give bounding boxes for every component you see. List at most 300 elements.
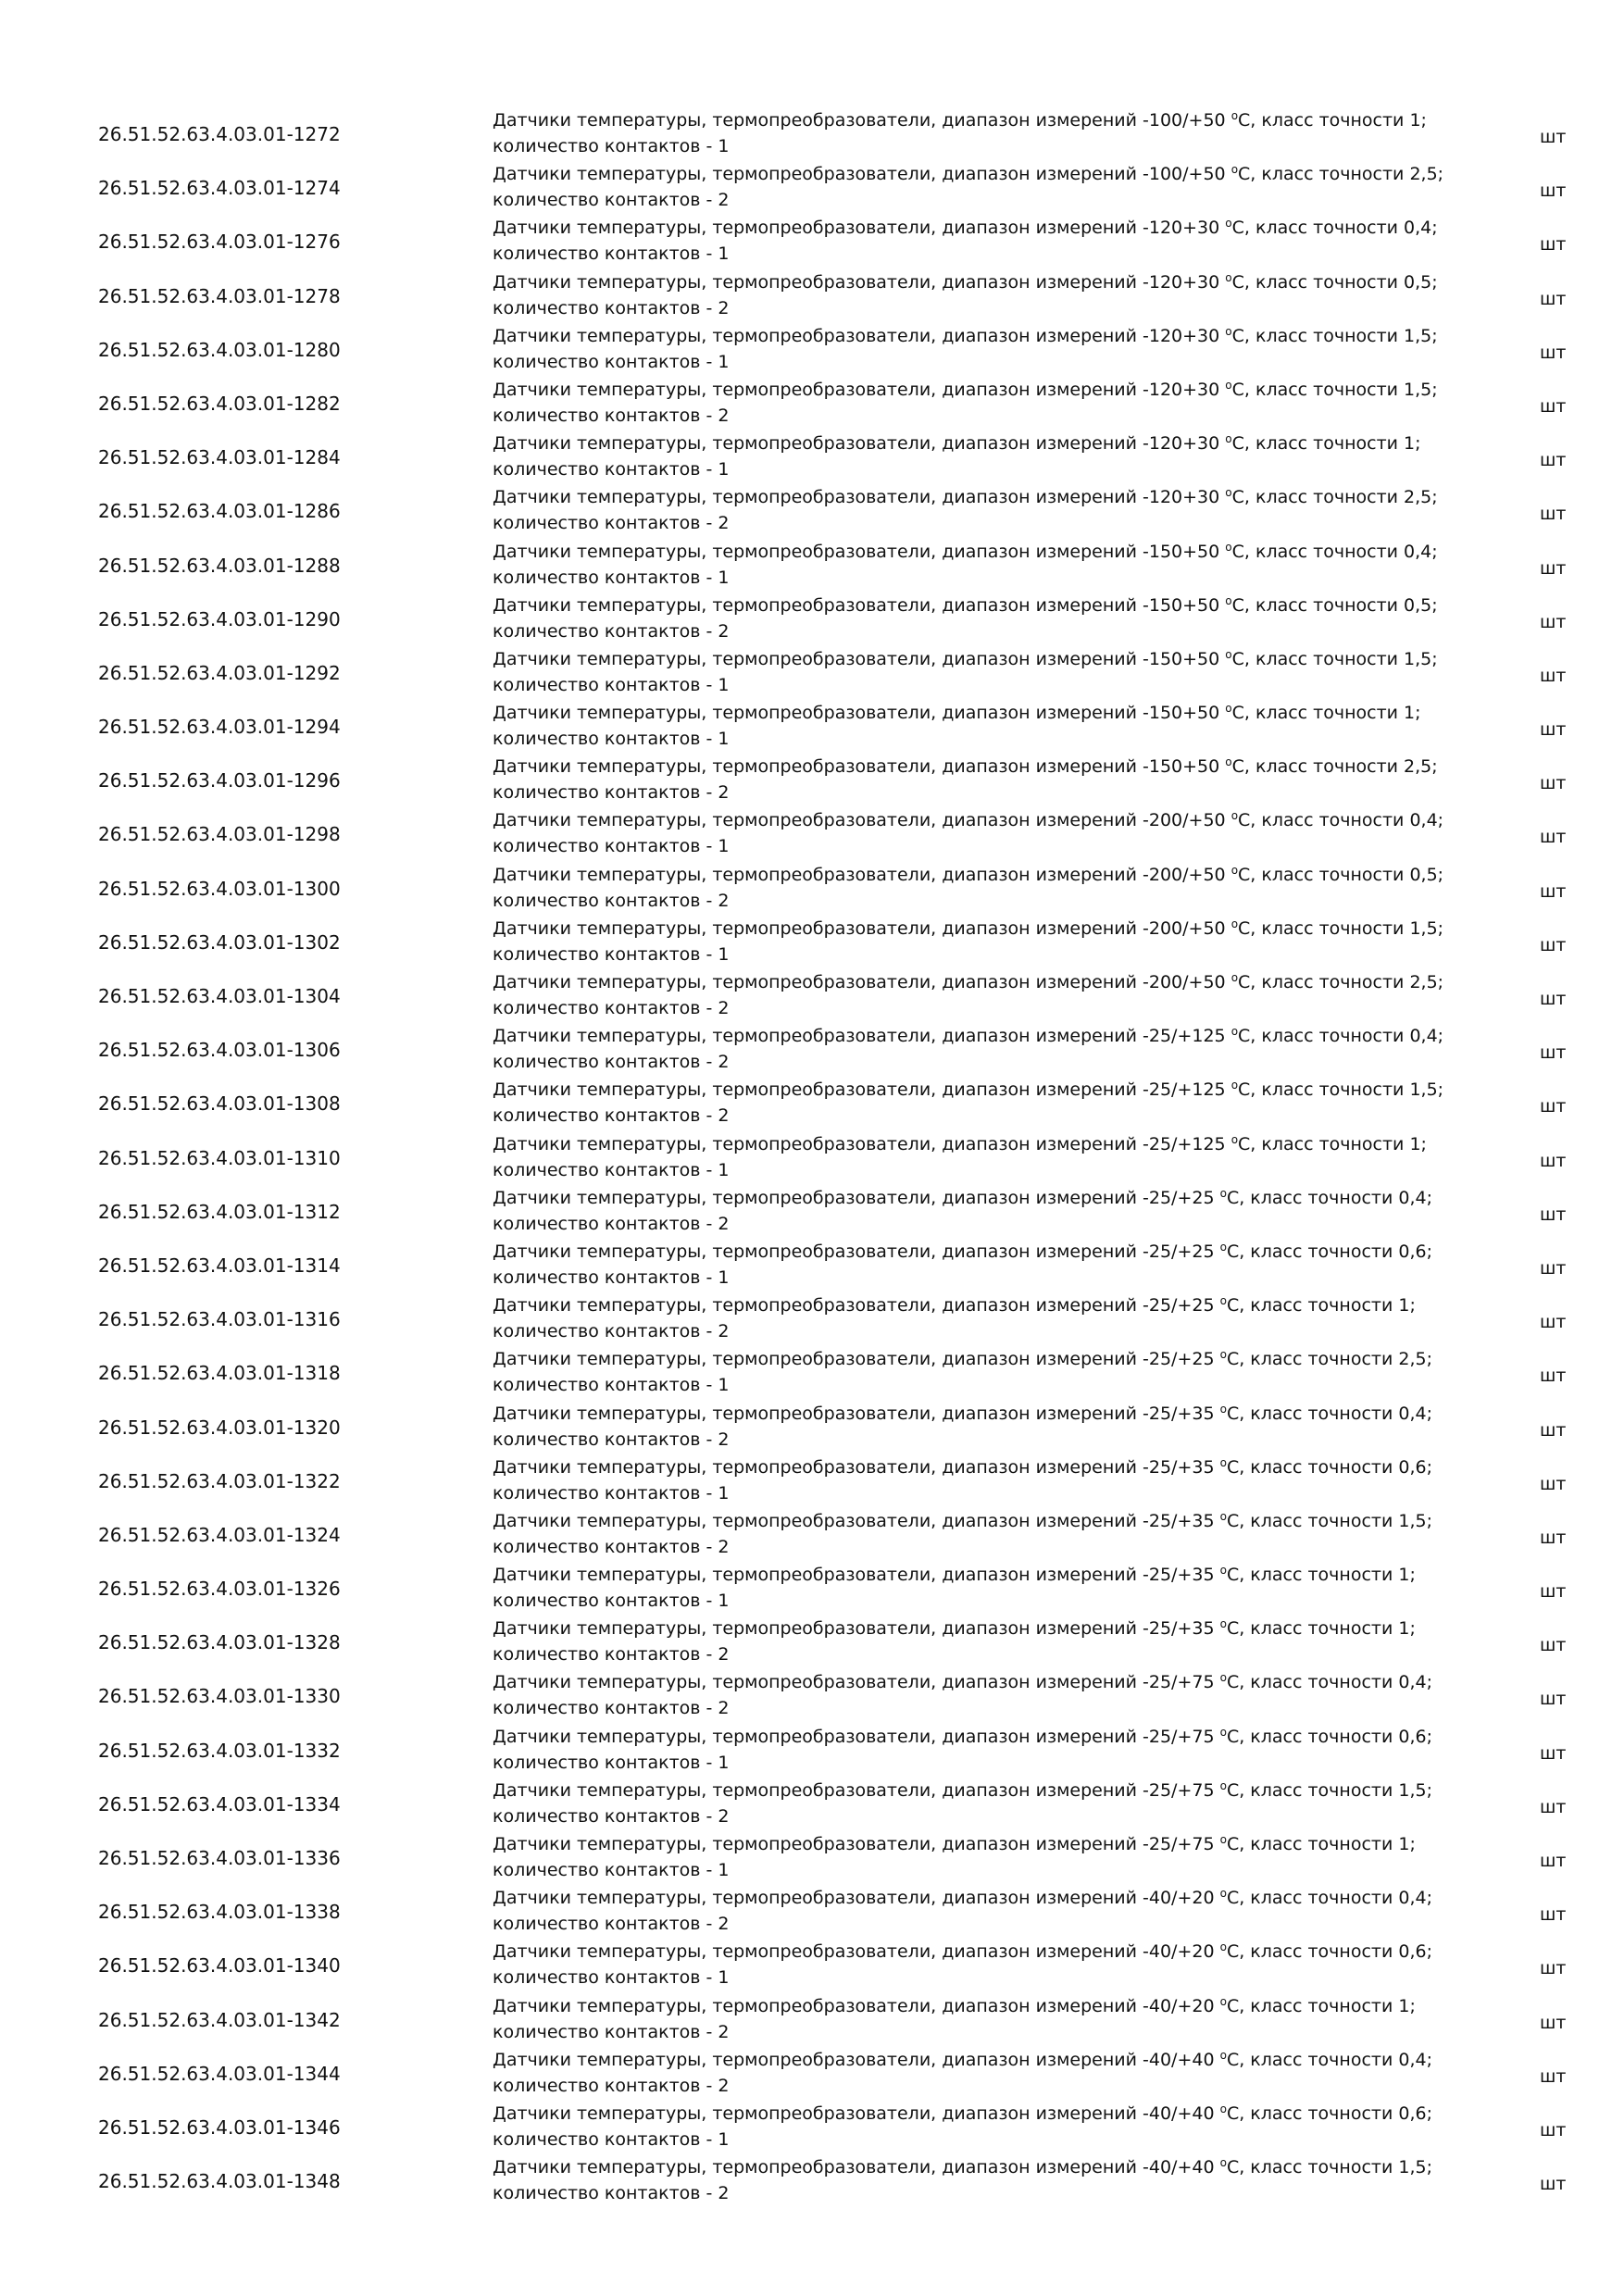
line-end: ; [1409,1995,1416,2016]
item-description [493,323,1455,375]
description-line-2 [493,187,1455,213]
item-code: 26.51.52.63.4.03.01-1274 [98,177,341,200]
contacts-label: количество контактов - [493,1429,718,1450]
description-line-2 [493,2127,1455,2152]
contacts-count: 2 [718,620,730,642]
accuracy-label: C, класс точности [1226,1888,1399,1909]
contacts-label: количество контактов - [493,1105,718,1127]
item-unit: шт [1540,2065,1567,2087]
contacts-count: 1 [718,459,730,480]
item-code: 26.51.52.63.4.03.01-1284 [98,446,341,469]
description-line-1 [493,807,1455,833]
contacts-label: количество контактов - [493,998,718,1018]
measurement-range: -25/+125 [1143,1079,1226,1101]
degree-mark: o [1225,432,1232,446]
contacts-count: 2 [718,1429,730,1450]
item-description [493,1993,1455,2045]
item-code: 26.51.52.63.4.03.01-1342 [98,2008,341,2031]
description-line-1 [493,1454,1455,1480]
degree-mark: o [1230,1025,1239,1039]
accuracy-class: 0,6 [1398,1941,1427,1963]
item-unit: шт [1540,989,1567,1009]
line-end: ; [1426,2157,1432,2178]
description-line-2 [493,1641,1455,1667]
accuracy-class: 0,4 [1398,1403,1427,1424]
table-row [0,1506,1624,1560]
measurement-range: -40/+20 [1143,1995,1215,2016]
line-end: ; [1409,1295,1416,1316]
description-prefix: Датчики температуры, термопреобразователи, диапазон измерений [493,1456,1143,1478]
contacts-count: 1 [718,729,730,750]
description-prefix: Датчики температуры, термопреобразователи, диапазон измерений [493,1565,1143,1586]
description-line-1 [493,1292,1455,1318]
item-description [493,1724,1455,1776]
line-end: ; [1437,164,1444,185]
table-row [0,698,1624,752]
accuracy-label: C, класс точности [1226,1779,1399,1801]
description-line-2 [493,1157,1455,1183]
line-end: ; [1431,594,1438,616]
accuracy-class: 1 [1409,1133,1421,1154]
description-prefix: Датчики температуры, термопреобразователи, диапазон измерений [493,1779,1143,1801]
degree-mark: o [1219,1348,1227,1362]
accuracy-label: C, класс точности [1226,1618,1399,1640]
item-code: 26.51.52.63.4.03.01-1332 [98,1739,341,1762]
line-end: ; [1426,1888,1432,1909]
item-code: 26.51.52.63.4.03.01-1338 [98,1901,341,1924]
measurement-range: -25/+25 [1143,1295,1215,1316]
contacts-label: количество контактов - [493,782,718,804]
line-end: ; [1409,1618,1416,1640]
accuracy-class: 1,5 [1404,379,1432,400]
item-description [493,1292,1455,1344]
line-end: ; [1431,325,1438,346]
item-unit: шт [1540,504,1567,525]
contacts-label: количество контактов - [493,1213,718,1234]
description-prefix: Датчики температуры, термопреобразователи, диапазон измерений [493,864,1143,885]
line-end: ; [1431,487,1438,508]
description-line-2 [493,1750,1455,1776]
table-row [0,1829,1624,1883]
degree-mark: o [1219,1833,1227,1846]
line-end: ; [1426,1726,1432,1747]
table-row [0,1883,1624,1937]
item-code: 26.51.52.63.4.03.01-1346 [98,2115,341,2139]
item-unit: шт [1540,127,1567,147]
item-description [493,2101,1455,2152]
contacts-count: 2 [718,1914,730,1935]
description-line-2 [493,565,1455,591]
degree-mark: o [1225,486,1232,500]
item-description [493,1885,1455,1937]
item-description [493,754,1455,805]
measurement-range: -25/+25 [1143,1349,1215,1370]
accuracy-label: C, класс точности [1226,2049,1399,2070]
item-unit: шт [1540,181,1567,202]
line-end: ; [1437,864,1444,885]
item-unit: шт [1540,1958,1567,1979]
item-unit: шт [1540,288,1567,309]
item-code: 26.51.52.63.4.03.01-1326 [98,1578,341,1601]
item-code: 26.51.52.63.4.03.01-1320 [98,1416,341,1439]
description-prefix: Датчики температуры, термопреобразователи, диапазон измерений [493,433,1143,455]
description-line-1 [493,1778,1455,1803]
measurement-range: -25/+75 [1143,1779,1215,1801]
item-code: 26.51.52.63.4.03.01-1294 [98,716,341,739]
accuracy-class: 0,5 [1404,594,1432,616]
item-unit: шт [1540,557,1567,579]
contacts-count: 1 [718,243,730,265]
contacts-label: количество контактов - [493,459,718,480]
table-row [0,967,1624,1021]
contacts-label: количество контактов - [493,890,718,911]
description-prefix: Датчики температуры, термопреобразователи, диапазон измерений [493,487,1143,508]
degree-mark: o [1219,1240,1227,1254]
accuracy-label: C, класс точности [1226,1995,1399,2016]
accuracy-label: C, класс точности [1238,810,1410,831]
table-row [0,2152,1624,2206]
measurement-range: -40/+40 [1143,2157,1215,2178]
accuracy-label: C, класс точности [1226,1295,1399,1316]
item-code: 26.51.52.63.4.03.01-1304 [98,985,341,1007]
description-line-2 [493,1265,1455,1291]
accuracy-class: 0,4 [1398,1672,1427,1693]
table-row [0,860,1624,914]
contacts-label: количество контактов - [493,1052,718,1073]
contacts-label: количество контактов - [493,2075,718,2096]
line-end: ; [1437,1079,1444,1101]
description-prefix: Датчики температуры, термопреобразователи, диапазон измерений [493,1187,1143,1208]
contacts-count: 1 [718,1482,730,1504]
item-code: 26.51.52.63.4.03.01-1290 [98,607,341,630]
item-unit: шт [1540,342,1567,363]
contacts-label: количество контактов - [493,674,718,695]
description-line-1 [493,1562,1455,1588]
accuracy-class: 2,5 [1398,1349,1427,1370]
accuracy-label: C, класс точности [1226,1187,1399,1208]
item-description [493,1454,1455,1506]
degree-mark: o [1230,809,1239,823]
description-line-2 [493,2073,1455,2099]
accuracy-class: 0,6 [1398,1241,1427,1262]
item-description [493,484,1455,536]
description-prefix: Датчики температуры, термопреобразователи, диапазон измерений [493,1672,1143,1693]
contacts-count: 1 [718,943,730,965]
table-row [0,1937,1624,1990]
accuracy-label: C, класс точности [1226,1456,1399,1478]
contacts-label: количество контактов - [493,567,718,588]
item-unit: шт [1540,1851,1567,1871]
description-prefix: Датчики температуры, термопреобразователи, диапазон измерений [493,1026,1143,1047]
accuracy-label: C, класс точности [1226,1941,1399,1963]
accuracy-class: 0,4 [1409,1026,1438,1047]
description-line-1 [493,323,1455,349]
measurement-range: -120+30 [1143,487,1220,508]
item-unit: шт [1540,1581,1567,1603]
contacts-count: 2 [718,513,730,534]
degree-mark: o [1230,863,1239,877]
description-line-1 [493,593,1455,618]
degree-mark: o [1225,378,1232,392]
accuracy-label: C, класс точности [1231,756,1405,778]
contacts-label: количество контактов - [493,243,718,265]
degree-mark: o [1225,755,1232,769]
item-description [493,1023,1455,1075]
contacts-label: количество контактов - [493,136,718,156]
accuracy-label: C, класс точности [1238,110,1410,131]
description-line-1 [493,700,1455,726]
degree-mark: o [1219,1509,1227,1523]
description-line-1 [493,969,1455,995]
line-end: ; [1431,648,1438,669]
line-end: ; [1426,1510,1432,1531]
description-line-1 [493,1346,1455,1372]
contacts-count: 2 [718,998,730,1018]
measurement-range: -25/+75 [1143,1672,1215,1693]
accuracy-class: 1,5 [1409,917,1438,939]
item-description [493,1616,1455,1667]
measurement-range: -40/+20 [1143,1941,1215,1963]
item-unit: шт [1540,1312,1567,1333]
item-description [493,2047,1455,2099]
description-line-2 [493,618,1455,644]
item-code: 26.51.52.63.4.03.01-1306 [98,1039,341,1062]
degree-mark: o [1219,2102,1227,2115]
table-row [0,2099,1624,2152]
contacts-label: количество контактов - [493,2128,718,2150]
accuracy-label: C, класс точности [1226,1349,1399,1370]
contacts-label: количество контактов - [493,1321,718,1342]
measurement-range: -25/+35 [1143,1403,1215,1424]
line-end: ; [1420,1133,1427,1154]
contacts-label: количество контактов - [493,1591,718,1612]
contacts-label: количество контактов - [493,620,718,642]
description-line-2 [493,726,1455,752]
item-code: 26.51.52.63.4.03.01-1318 [98,1362,341,1385]
accuracy-label: C, класс точности [1238,164,1410,185]
line-end: ; [1426,1187,1432,1208]
item-code: 26.51.52.63.4.03.01-1312 [98,1200,341,1223]
table-row [0,268,1624,321]
degree-mark: o [1225,217,1232,231]
item-description [493,1669,1455,1721]
measurement-range: -120+30 [1143,433,1220,455]
description-prefix: Датчики температуры, термопреобразователи, диапазон измерений [493,379,1143,400]
accuracy-label: C, класс точности [1231,594,1405,616]
description-line-1 [493,1185,1455,1211]
degree-mark: o [1225,270,1232,284]
measurement-range: -25/+125 [1143,1026,1226,1047]
contacts-label: количество контактов - [493,405,718,426]
item-description [493,1077,1455,1129]
accuracy-label: C, класс точности [1238,1079,1410,1101]
measurement-range: -40/+20 [1143,1888,1215,1909]
item-unit: шт [1540,2119,1567,2140]
description-line-1 [493,1669,1455,1695]
item-unit: шт [1540,1150,1567,1171]
table-row [0,213,1624,267]
description-line-1 [493,862,1455,888]
line-end: ; [1420,110,1427,131]
table-row [0,1991,1624,2045]
item-code: 26.51.52.63.4.03.01-1282 [98,392,341,415]
item-code: 26.51.52.63.4.03.01-1286 [98,500,341,523]
description-line-1 [493,377,1455,403]
contacts-label: количество контактов - [493,1860,718,1880]
item-description [493,862,1455,914]
contacts-count: 2 [718,405,730,426]
description-prefix: Датчики температуры, термопреобразователи, диапазон измерений [493,703,1143,724]
contacts-count: 2 [718,2021,730,2042]
description-line-1 [493,1077,1455,1103]
contacts-label: количество контактов - [493,190,718,211]
accuracy-label: C, класс точности [1238,1026,1410,1047]
contacts-count: 2 [718,1321,730,1342]
description-prefix: Датчики температуры, термопреобразователи, диапазон измерений [493,1349,1143,1370]
description-line-2 [493,2180,1455,2206]
description-line-2 [493,995,1455,1021]
accuracy-class: 1,5 [1404,648,1432,669]
item-code: 26.51.52.63.4.03.01-1324 [98,1523,341,1546]
description-prefix: Датчики температуры, термопреобразователи, диапазон измерений [493,164,1143,185]
description-line-2 [493,510,1455,536]
accuracy-class: 1,5 [1398,1510,1427,1531]
contacts-label: количество контактов - [493,943,718,965]
item-description [493,1939,1455,1990]
degree-mark: o [1230,971,1239,984]
line-end: ; [1431,271,1438,293]
accuracy-label: C, класс точности [1238,1133,1410,1154]
contacts-label: количество контактов - [493,1698,718,1719]
table-row [0,1453,1624,1506]
line-end: ; [1409,1565,1416,1586]
contacts-label: количество контактов - [493,1914,718,1935]
item-description [493,1778,1455,1829]
measurement-range: -40/+40 [1143,2049,1215,2070]
table-row [0,914,1624,967]
item-unit: шт [1540,665,1567,686]
description-line-1 [493,1401,1455,1427]
item-unit: шт [1540,1366,1567,1387]
measurement-range: -120+30 [1143,325,1220,346]
measurement-range: -150+50 [1143,756,1220,778]
contacts-count: 1 [718,1159,730,1180]
contacts-label: количество контактов - [493,1375,718,1396]
contacts-count: 1 [718,1267,730,1288]
item-description [493,807,1455,859]
description-line-2 [493,942,1455,967]
accuracy-class: 0,4 [1398,2049,1427,2070]
contacts-count: 1 [718,1860,730,1880]
table-row [0,1075,1624,1129]
item-unit: шт [1540,1904,1567,1926]
accuracy-class: 2,5 [1404,487,1432,508]
item-description [493,161,1455,213]
item-code: 26.51.52.63.4.03.01-1280 [98,338,341,361]
line-end: ; [1426,1456,1432,1478]
contacts-count: 2 [718,190,730,211]
item-description [493,1239,1455,1291]
accuracy-label: C, класс точности [1226,1403,1399,1424]
description-line-1 [493,1993,1455,2019]
contacts-label: количество контактов - [493,2021,718,2042]
accuracy-class: 1,5 [1398,1779,1427,1801]
description-prefix: Датчики температуры, термопреобразователи, диапазон измерений [493,648,1143,669]
accuracy-label: C, класс точности [1231,703,1405,724]
contacts-count: 2 [718,1105,730,1127]
contacts-count: 1 [718,674,730,695]
description-prefix: Датчики температуры, термопреобразователи, диапазон измерений [493,810,1143,831]
accuracy-class: 2,5 [1409,164,1438,185]
accuracy-label: C, класс точности [1226,1565,1399,1586]
accuracy-class: 0,6 [1398,1726,1427,1747]
item-unit: шт [1540,611,1567,632]
measurement-range: -100/+50 [1143,164,1226,185]
description-line-2 [493,672,1455,698]
description-line-1 [493,916,1455,942]
degree-mark: o [1219,1564,1227,1578]
accuracy-class: 0,5 [1404,271,1432,293]
line-end: ; [1426,1403,1432,1424]
description-line-2 [493,1372,1455,1398]
degree-mark: o [1225,702,1232,716]
item-unit: шт [1540,1527,1567,1548]
degree-mark: o [1225,647,1232,661]
item-code: 26.51.52.63.4.03.01-1344 [98,2062,341,2085]
measurement-range: -25/+35 [1143,1456,1215,1478]
description-line-1 [493,1131,1455,1157]
degree-mark: o [1219,1455,1227,1469]
description-line-2 [493,1318,1455,1344]
description-line-2 [493,1911,1455,1937]
item-unit: шт [1540,1473,1567,1494]
description-line-2 [493,1857,1455,1883]
accuracy-label: C, класс точности [1226,2157,1399,2178]
contacts-label: количество контактов - [493,1536,718,1557]
contacts-count: 2 [718,1698,730,1719]
table-row [0,1560,1624,1614]
item-description [493,269,1455,321]
description-line-2 [493,1103,1455,1129]
contacts-count: 2 [718,1213,730,1234]
degree-mark: o [1219,1887,1227,1901]
line-end: ; [1426,2103,1432,2124]
degree-mark: o [1219,1940,1227,1954]
item-unit: шт [1540,395,1567,417]
description-prefix: Датчики температуры, термопреобразователи, диапазон измерений [493,1834,1143,1854]
description-prefix: Датчики температуры, термопреобразователи, диапазон измерений [493,541,1143,562]
item-description [493,593,1455,644]
line-end: ; [1431,756,1438,778]
description-line-1 [493,2047,1455,2073]
contacts-label: количество контактов - [493,2183,718,2204]
table-row [0,1722,1624,1776]
item-unit: шт [1540,773,1567,794]
accuracy-class: 1 [1398,1295,1410,1316]
accuracy-label: C, класс точности [1226,1241,1399,1262]
measurement-range: -120+30 [1143,379,1220,400]
item-code: 26.51.52.63.4.03.01-1302 [98,930,341,954]
accuracy-class: 0,6 [1398,2103,1427,2124]
table-row [0,321,1624,375]
line-end: ; [1431,218,1438,239]
description-prefix: Датчики температуры, термопреобразователи, диапазон измерений [493,1726,1143,1747]
item-unit: шт [1540,880,1567,902]
measurement-range: -100/+50 [1143,110,1226,131]
description-prefix: Датчики температуры, термопреобразователи, диапазон измерений [493,110,1143,131]
item-code: 26.51.52.63.4.03.01-1296 [98,769,341,792]
degree-mark: o [1225,324,1232,338]
